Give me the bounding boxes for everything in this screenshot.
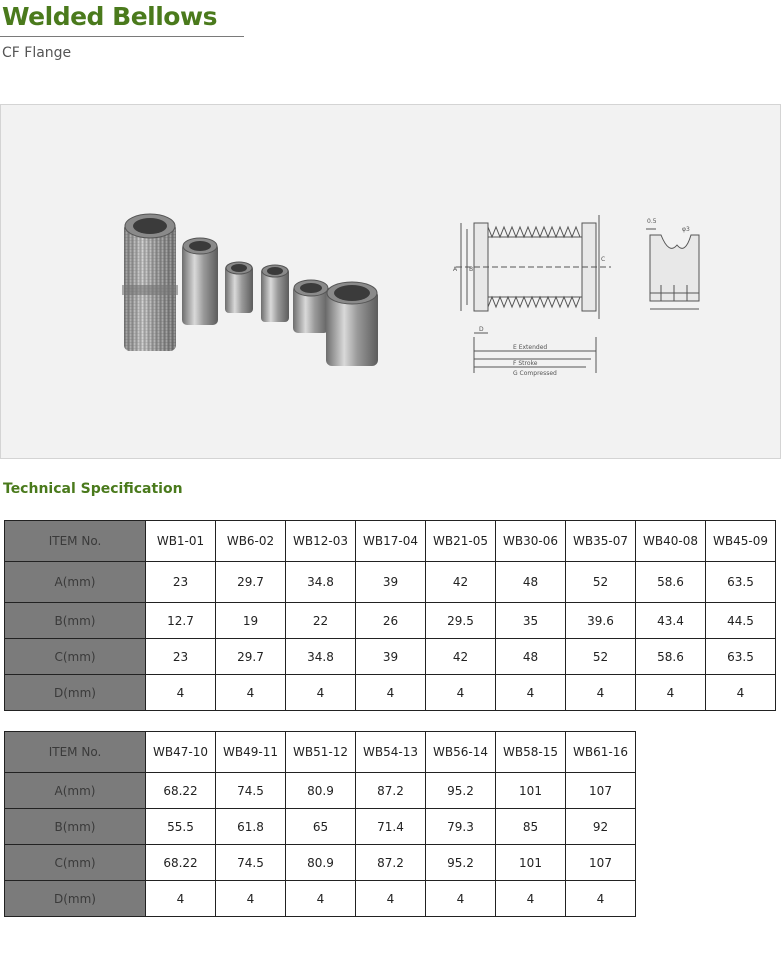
dim-label-radius: φ3 (682, 226, 690, 233)
row-label: D(mm) (5, 675, 146, 711)
table-cell: 4 (636, 675, 706, 711)
row-label: C(mm) (5, 639, 146, 675)
table-cell: 74.5 (216, 773, 286, 809)
item-number-cell: WB51-12 (286, 732, 356, 773)
table-cell: 12.7 (146, 603, 216, 639)
table-cell: 29.7 (216, 639, 286, 675)
table-cell: 4 (356, 675, 426, 711)
table-row (5, 773, 636, 809)
table-cell: 63.5 (706, 562, 776, 603)
spec-table-1 (4, 520, 776, 711)
section-title: Technical Specification (3, 481, 183, 497)
table-cell: 42 (426, 562, 496, 603)
table-cell: 79.3 (426, 809, 496, 845)
table-cell: 4 (286, 881, 356, 917)
table-cell: 65 (286, 809, 356, 845)
label-stroke: F Stroke (513, 360, 538, 367)
item-number-cell: WB12-03 (286, 521, 356, 562)
table-cell: 26 (356, 603, 426, 639)
spec-table-2 (4, 731, 636, 917)
table-header-row (5, 521, 776, 562)
page-subtitle: CF Flange (2, 45, 72, 61)
table-header-row (5, 732, 636, 773)
item-number-cell: WB47-10 (146, 732, 216, 773)
table-cell: 4 (426, 675, 496, 711)
table-row (5, 639, 776, 675)
item-number-cell: WB30-06 (496, 521, 566, 562)
label-compressed: G Compressed (513, 370, 557, 377)
dim-label-a: A (453, 266, 458, 273)
table-cell: 107 (566, 773, 636, 809)
table-cell: 4 (146, 881, 216, 917)
table-row (5, 809, 636, 845)
table-cell: 48 (496, 639, 566, 675)
row-label: A(mm) (5, 773, 146, 809)
row-label: D(mm) (5, 881, 146, 917)
item-number-cell: WB40-08 (636, 521, 706, 562)
item-number-cell: WB1-01 (146, 521, 216, 562)
product-figure (0, 104, 781, 459)
table-cell: 23 (146, 562, 216, 603)
table-cell: 34.8 (286, 639, 356, 675)
row-label-item: ITEM No. (5, 521, 146, 562)
table-cell: 4 (216, 675, 286, 711)
table-cell: 4 (286, 675, 356, 711)
table-cell: 4 (496, 675, 566, 711)
table-cell: 52 (566, 562, 636, 603)
table-row (5, 881, 636, 917)
table-cell: 23 (146, 639, 216, 675)
table-cell: 61.8 (216, 809, 286, 845)
table-cell: 44.5 (706, 603, 776, 639)
table-cell: 74.5 (216, 845, 286, 881)
item-number-cell: WB58-15 (496, 732, 566, 773)
table-row (5, 562, 776, 603)
table-row (5, 845, 636, 881)
item-number-cell: WB56-14 (426, 732, 496, 773)
table-cell: 55.5 (146, 809, 216, 845)
dim-label-thickness: 0.5 (647, 218, 657, 225)
table-cell: 39 (356, 639, 426, 675)
label-extended: E Extended (513, 344, 548, 351)
table-cell: 92 (566, 809, 636, 845)
table-cell: 95.2 (426, 773, 496, 809)
table-cell: 107 (566, 845, 636, 881)
bellows-photo (122, 214, 378, 366)
row-label: A(mm) (5, 562, 146, 603)
item-number-cell: WB61-16 (566, 732, 636, 773)
dim-label-b: B (469, 266, 474, 273)
row-label-item: ITEM No. (5, 732, 146, 773)
bellows-profile-detail (646, 229, 699, 309)
row-label: B(mm) (5, 603, 146, 639)
item-number-cell: WB17-04 (356, 521, 426, 562)
table-cell: 4 (496, 881, 566, 917)
table-cell: 101 (496, 845, 566, 881)
table-cell: 58.6 (636, 562, 706, 603)
table-cell: 39 (356, 562, 426, 603)
table-cell: 80.9 (286, 773, 356, 809)
table-cell: 87.2 (356, 773, 426, 809)
table-row (5, 675, 776, 711)
item-number-cell: WB49-11 (216, 732, 286, 773)
row-label: B(mm) (5, 809, 146, 845)
bellows-illustration (1, 105, 780, 458)
table-cell: 22 (286, 603, 356, 639)
item-number-cell: WB35-07 (566, 521, 636, 562)
table-cell: 87.2 (356, 845, 426, 881)
title-divider (0, 36, 244, 37)
item-number-cell: WB6-02 (216, 521, 286, 562)
table-cell: 85 (496, 809, 566, 845)
table-cell: 42 (426, 639, 496, 675)
table-row (5, 603, 776, 639)
table-cell: 34.8 (286, 562, 356, 603)
table-cell: 29.7 (216, 562, 286, 603)
table-cell: 4 (706, 675, 776, 711)
table-cell: 48 (496, 562, 566, 603)
item-number-cell: WB54-13 (356, 732, 426, 773)
page-title: Welded Bellows (2, 2, 217, 31)
table-cell: 35 (496, 603, 566, 639)
row-label: C(mm) (5, 845, 146, 881)
item-number-cell: WB45-09 (706, 521, 776, 562)
table-cell: 4 (356, 881, 426, 917)
table-cell: 68.22 (146, 773, 216, 809)
dim-label-c: C (601, 256, 606, 263)
table-cell: 68.22 (146, 845, 216, 881)
table-cell: 58.6 (636, 639, 706, 675)
table-cell: 52 (566, 639, 636, 675)
table-cell: 4 (566, 675, 636, 711)
table-cell: 95.2 (426, 845, 496, 881)
table-cell: 101 (496, 773, 566, 809)
table-cell: 4 (566, 881, 636, 917)
dim-label-d: D (479, 326, 484, 333)
table-cell: 4 (216, 881, 286, 917)
table-cell: 19 (216, 603, 286, 639)
table-cell: 4 (426, 881, 496, 917)
table-cell: 29.5 (426, 603, 496, 639)
item-number-cell: WB21-05 (426, 521, 496, 562)
table-cell: 4 (146, 675, 216, 711)
table-cell: 80.9 (286, 845, 356, 881)
table-cell: 63.5 (706, 639, 776, 675)
table-cell: 39.6 (566, 603, 636, 639)
table-cell: 71.4 (356, 809, 426, 845)
table-cell: 43.4 (636, 603, 706, 639)
